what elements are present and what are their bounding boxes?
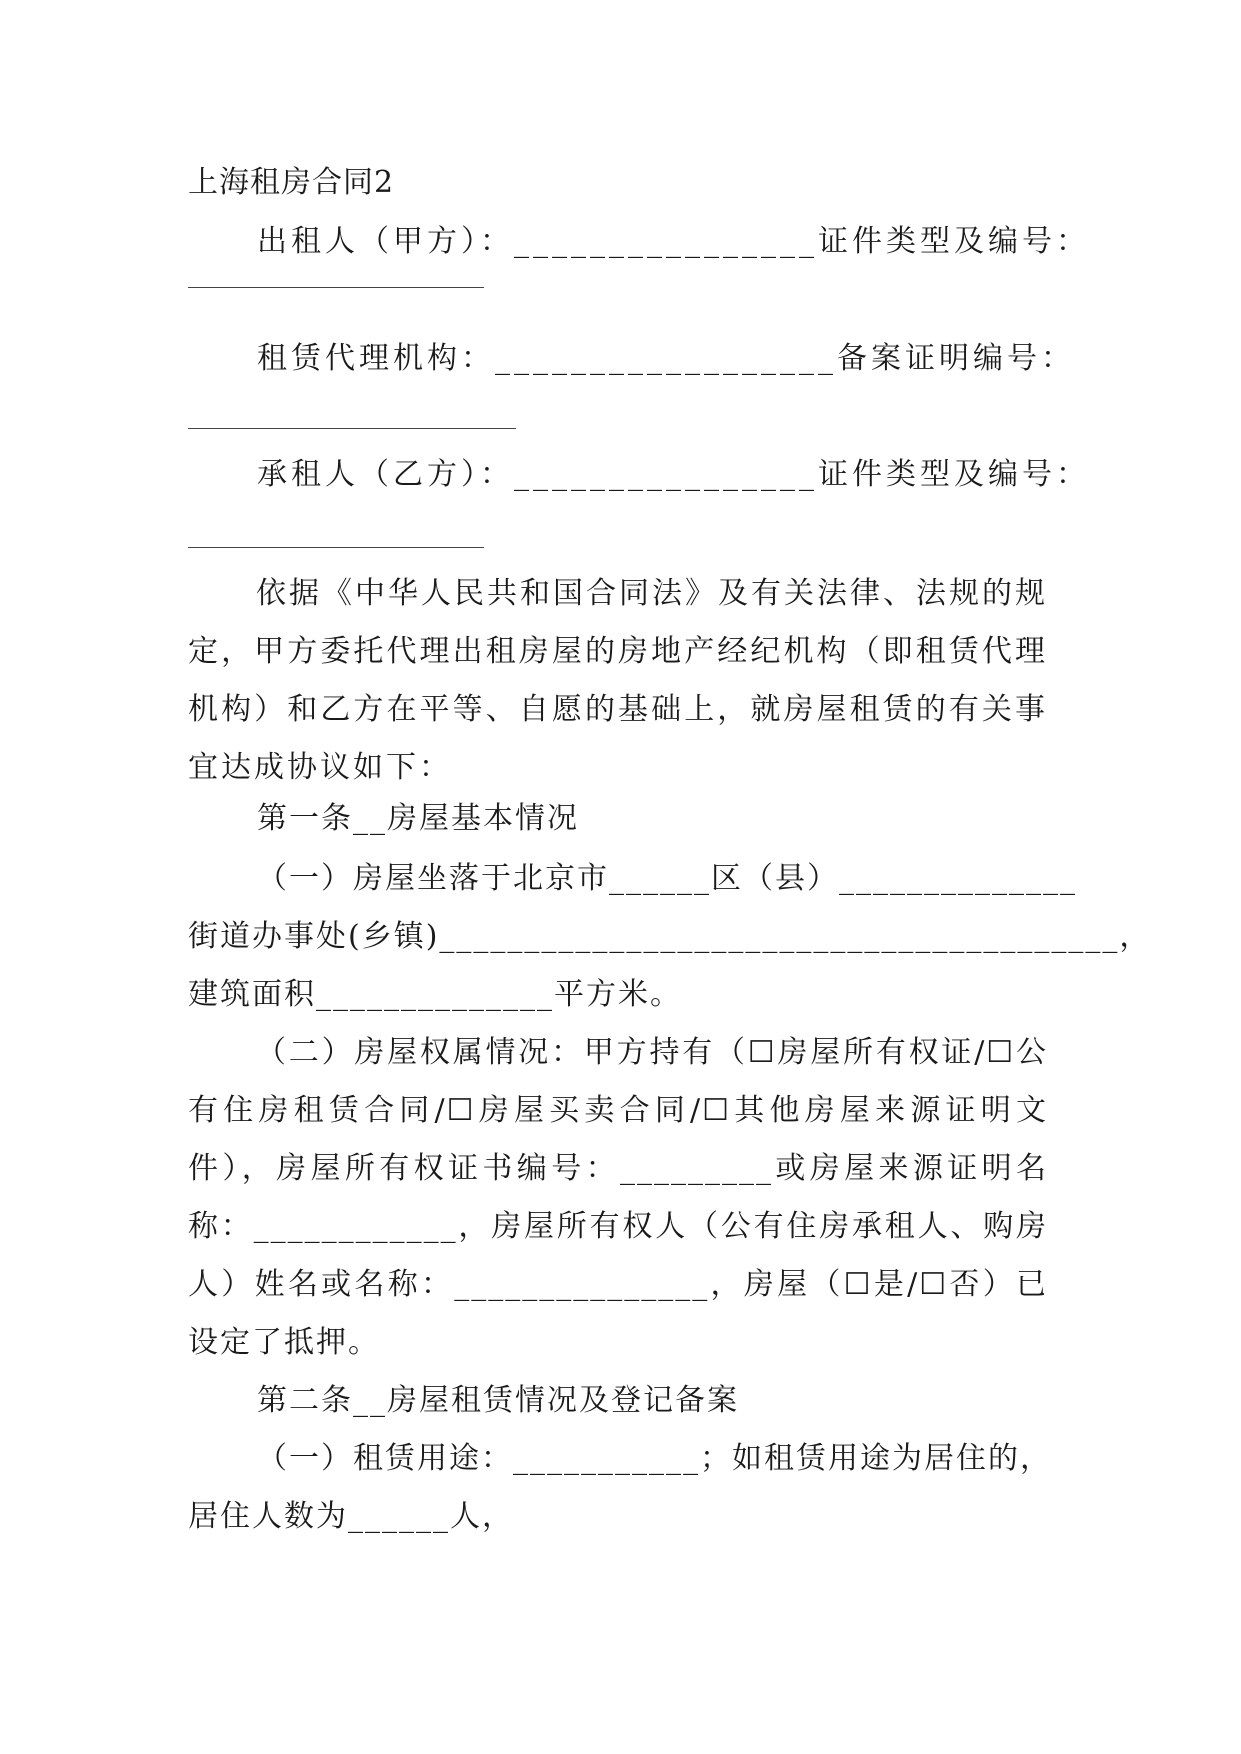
agency-record-blank <box>188 428 516 429</box>
article1-item1-line1: （一）房屋坐落于北京市______区（县）______________ <box>257 861 1077 896</box>
article2-item1-line1: （一）租赁用途：___________；如租赁用途为居住的， <box>257 1441 1052 1476</box>
agency-line: 租赁代理机构：__________________备案证明编号： <box>257 341 1075 376</box>
lessee-id-blank <box>188 547 484 548</box>
basis-paragraph: 依据《中华人民共和国合同法》及有关法律、法规的规定，甲方委托代理出租房屋的房地产经纪机构（即租赁代理机构）和乙方在平等、自愿的基础上，就房屋租赁的有关事宜达成协议如下： <box>188 576 1048 785</box>
article1-heading: 第一条__房屋基本情况 <box>257 801 579 836</box>
document-title: 上海租房合同2 <box>188 165 395 200</box>
article1-item1-line3: 建筑面积______________平方米。 <box>188 977 682 1012</box>
article1-item1-line2: 街道办事处(乡镇)________________________________________， <box>188 919 1152 954</box>
lessee-line: 承租人（乙方）：________________证件类型及编号： <box>257 457 1090 492</box>
article2-heading: 第二条__房屋租赁情况及登记备案 <box>257 1383 739 1418</box>
article2-item1-line2: 居住人数为______人， <box>188 1499 514 1534</box>
lessor-line: 出租人（甲方）：________________证件类型及编号： <box>257 224 1090 259</box>
lessor-id-blank <box>188 287 484 288</box>
article1-item2-paragraph: （二）房屋权属情况：甲方持有（☐房屋所有权证/☐公有住房租赁合同/☐房屋买卖合同/☐其他房屋来源证明文件），房屋所有权证书编号：_________或房屋来源证明名称：____________，房屋所有权人（公有住房承租人、购房人）姓名或名称：_______________，房屋（☐是/☐否）已设定了抵押。 <box>188 1035 1048 1360</box>
